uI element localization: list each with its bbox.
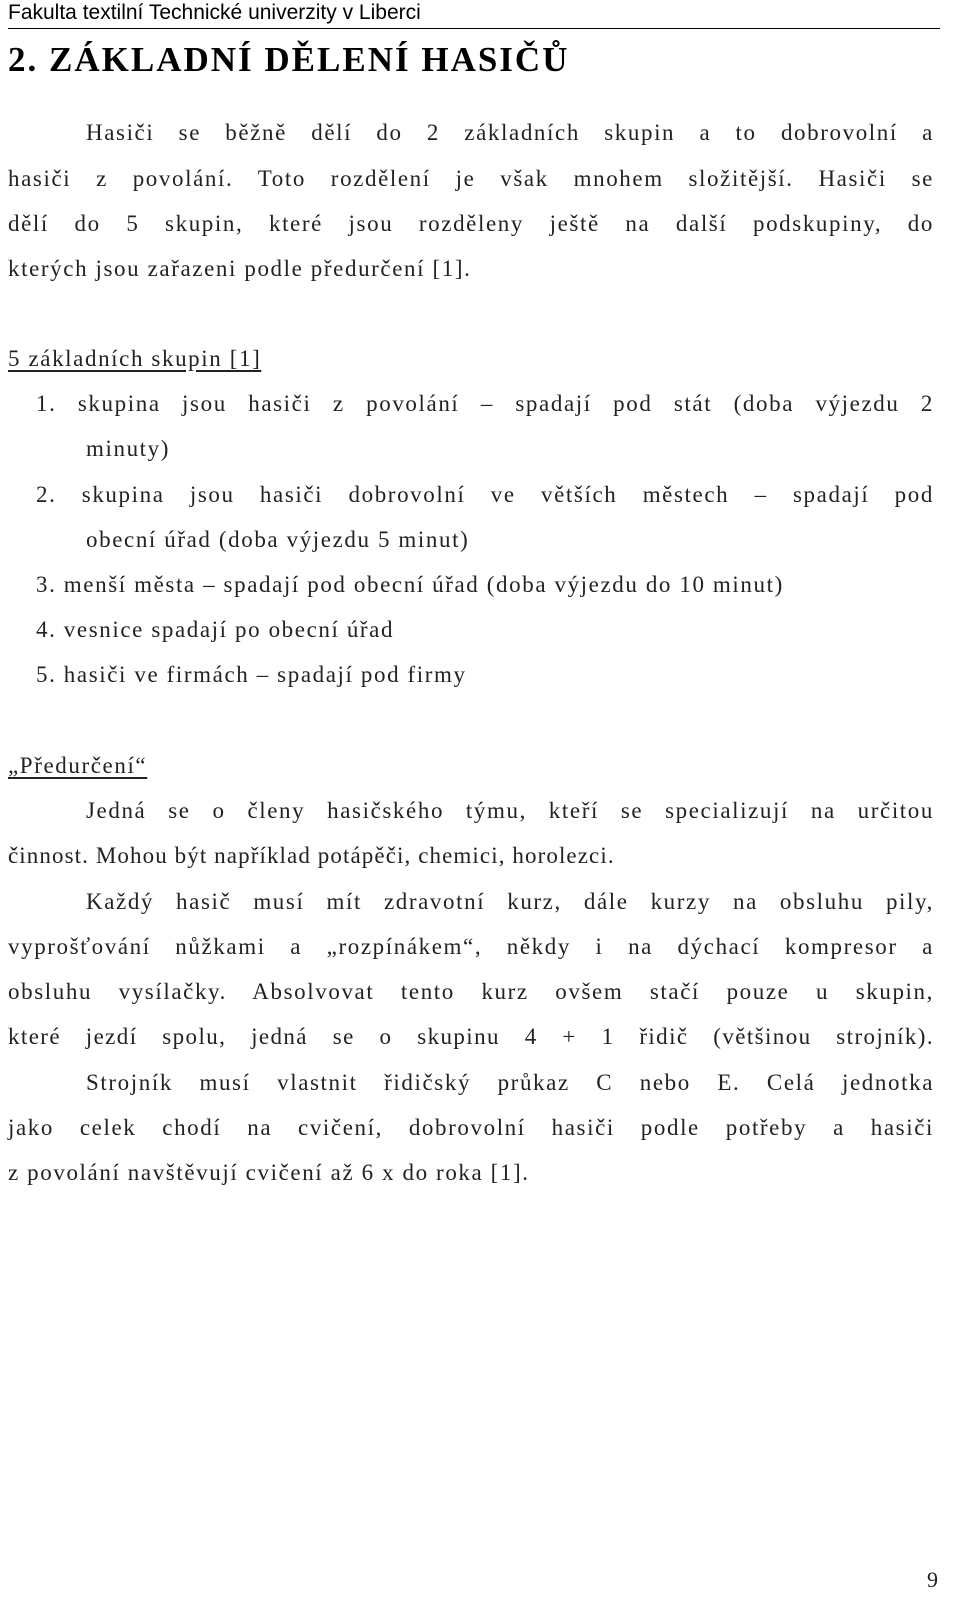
group-item: 2. skupina jsou hasiči dobrovolní ve větších městech – spadají pod <box>36 482 934 507</box>
chapter-title: 2. ZÁKLADNÍ DĚLENÍ HASIČŮ <box>8 40 570 79</box>
page-number: 9 <box>927 1567 938 1592</box>
group-item: 4. vesnice spadají po obecní úřad <box>36 617 395 642</box>
paragraph-line: Strojník musí vlastnit řidičský průkaz C nebo E. Celá jednotka <box>86 1070 934 1095</box>
paragraph-line: z povolání navštěvují cvičení až 6 x do roka [1]. <box>8 1160 530 1185</box>
predurceni-heading: „Předurčení“ <box>8 753 148 778</box>
intro-line: dělí do 5 skupin, které jsou rozděleny ještě na další podskupiny, do <box>8 211 934 236</box>
intro-line: hasiči z povolání. Toto rozdělení je však mnohem složitější. Hasiči se <box>8 166 934 191</box>
group-item: 5. hasiči ve firmách – spadají pod firmy <box>36 662 467 687</box>
group-item: 1. skupina jsou hasiči z povolání – spadají pod stát (doba výjezdu 2 <box>36 391 934 416</box>
paragraph-line: obsluhu vysílačky. Absolvovat tento kurz ovšem stačí pouze u skupin, <box>8 979 934 1004</box>
group-item-continuation: obecní úřad (doba výjezdu 5 minut) <box>86 527 470 552</box>
paragraph-line: Každý hasič musí mít zdravotní kurz, dále kurzy na obsluhu pily, <box>86 889 934 914</box>
intro-line: kterých jsou zařazeni podle předurčení [1]. <box>8 256 472 281</box>
header-text: Fakulta textilní Technické univerzity v Liberci <box>8 1 421 24</box>
groups-heading: 5 základních skupin [1] <box>8 346 262 371</box>
group-item: 3. menší města – spadají pod obecní úřad (doba výjezdu do 10 minut) <box>36 572 784 597</box>
paragraph-line: vyprošťování nůžkami a „rozpínákem“, někdy i na dýchací kompresor a <box>8 934 934 959</box>
intro-line: Hasiči se běžně dělí do 2 základních skupin a to dobrovolní a <box>86 120 934 145</box>
page-header <box>8 0 940 29</box>
paragraph-line: činnost. Mohou být například potápěči, chemici, horolezci. <box>8 843 615 868</box>
paragraph-line: Jedná se o členy hasičského týmu, kteří se specializují na určitou <box>86 798 934 823</box>
paragraph-line: jako celek chodí na cvičení, dobrovolní hasiči podle potřeby a hasiči <box>8 1115 934 1140</box>
paragraph-line: které jezdí spolu, jedná se o skupinu 4 + 1 řidič (většinou strojník). <box>8 1024 934 1049</box>
group-item-continuation: minuty) <box>86 436 171 461</box>
